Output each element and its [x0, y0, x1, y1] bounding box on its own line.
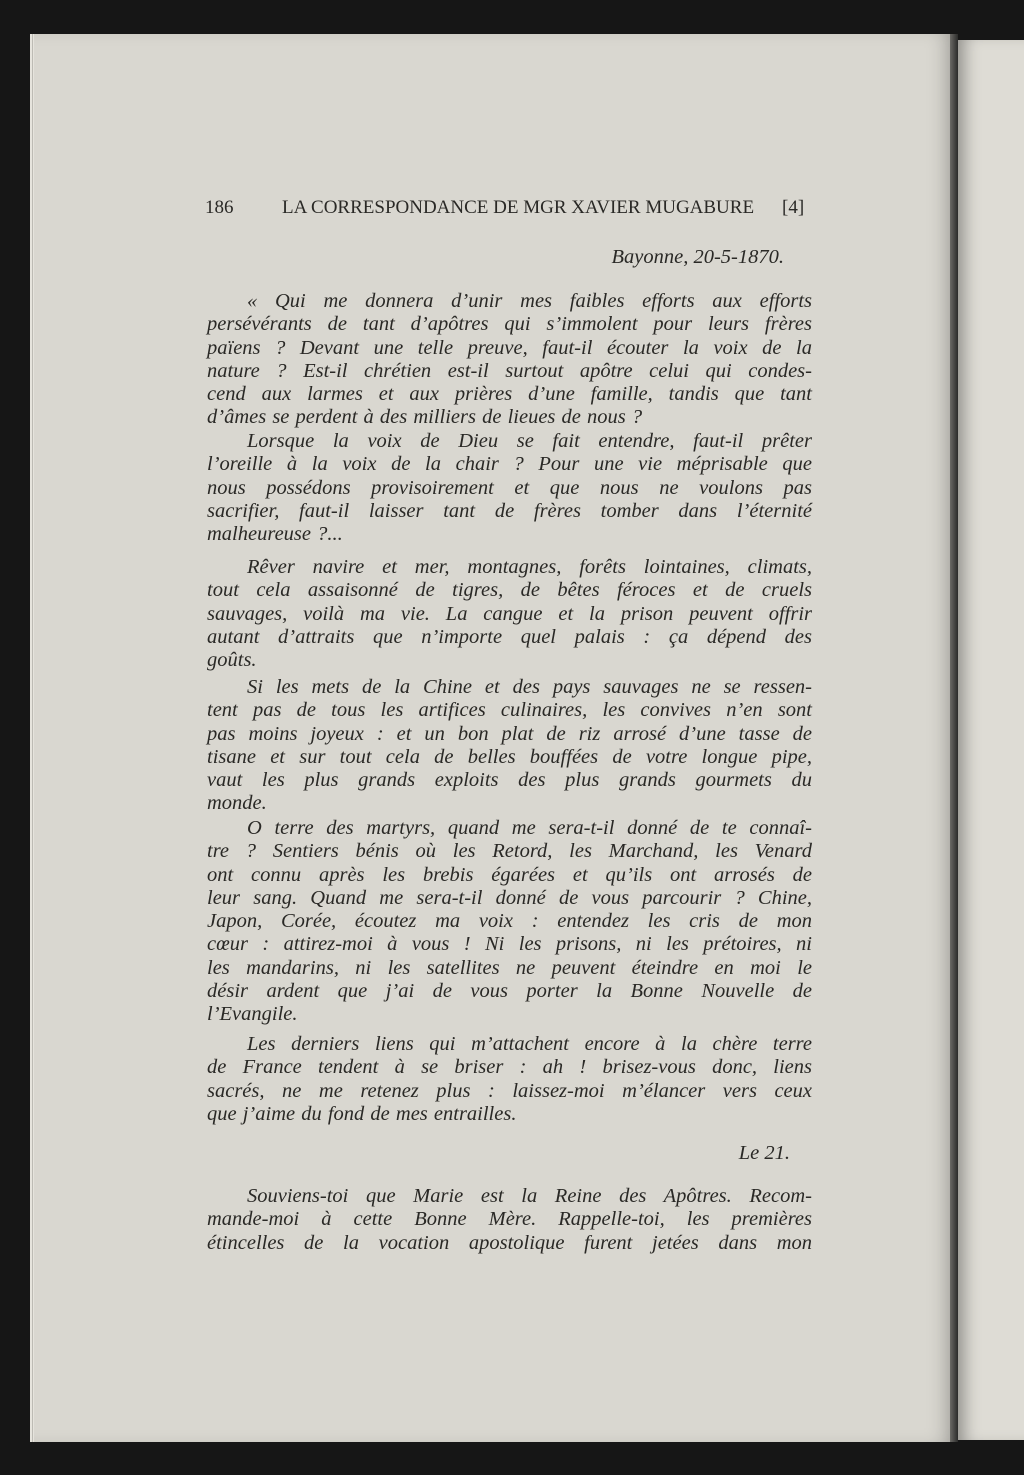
running-title: LA CORRESPONDANCE DE MGR XAVIER MUGABURE	[282, 197, 755, 218]
text-line: pas moins joyeux : et un bon plat de riz arrosé d’une tasse de	[207, 722, 812, 745]
book-gutter	[950, 34, 958, 1442]
text-line: que j’aime du fond de mes entrailles.	[207, 1102, 517, 1125]
text-line: de France tendent à se briser : ah ! brisez-vous donc, liens	[207, 1056, 812, 1079]
text-line: mande-moi à cette Bonne Mère. Rappelle-toi, les premières	[207, 1208, 812, 1231]
text-line: Souviens-toi que Marie est la Reine des Apôtres. Recom-	[247, 1185, 812, 1207]
text-line: sauvages, voilà ma vie. La cangue et la prison peuvent offrir	[207, 602, 812, 625]
text-line: O terre des martyrs, quand me sera-t-il donné de te connaî-	[247, 817, 812, 839]
text-line: « Qui me donnera d’unir mes faibles efforts aux efforts	[247, 290, 812, 312]
text-line: Rêver navire et mer, montagnes, forêts lointaines, climats,	[247, 556, 812, 578]
text-line: l’Evangile.	[207, 1003, 298, 1025]
text-line: d’âmes se perdent à des milliers de lieues de nous ?	[207, 406, 643, 429]
text-line: persévérants de tant d’apôtres qui s’immolent pour leurs frères	[207, 313, 812, 336]
text-line: tre ? Sentiers bénis où les Retord, les Marchand, les Venard	[207, 840, 812, 863]
text-line: monde.	[207, 792, 267, 815]
text-line: désir ardent que j’ai de vous porter la Bonne Nouvelle de	[207, 979, 812, 1002]
text-line: leur sang. Quand me sera-t-il donné de vous parcourir ? Chine,	[207, 886, 812, 909]
text-line: tisane et sur tout cela de belles bouffées de votre longue pipe,	[207, 745, 812, 768]
text-line: malheureuse ?...	[207, 523, 343, 545]
text-line: autant d’attraits que n’importe quel palais : ça dépend des	[207, 625, 812, 648]
text-line: étincelles de la vocation apostolique furent jetées dans mon	[207, 1231, 812, 1254]
section-number: [4]	[782, 197, 805, 218]
text-line: sacrifier, faut-il laisser tant de frères tomber dans l’éternité	[207, 499, 812, 522]
text-line: Si les mets de la Chine et des pays sauvages ne se ressen-	[247, 676, 812, 698]
dateline: Bayonne, 20-5-1870.	[611, 246, 784, 268]
text-line: païens ? Devant une telle preuve, faut-il écouter la voix de la	[207, 336, 812, 359]
text-line: l’oreille à la voix de la chair ? Pour une vie méprisable que	[207, 453, 812, 476]
page-number: 186	[205, 197, 234, 218]
text-line: sacrés, ne me retenez plus : laissez-moi m’élancer vers ceux	[207, 1079, 812, 1102]
text-line: Lorsque la voix de Dieu se fait entendre, faut-il prêter	[247, 430, 812, 452]
text-line: Japon, Corée, écoutez ma voix : entendez les cris de mon	[207, 910, 812, 932]
second-dateline: Le 21.	[738, 1142, 790, 1164]
text-line: Les derniers liens qui m’attachent encore à la chère terre	[247, 1033, 812, 1055]
text-line: goûts.	[207, 649, 257, 671]
text-line: cend aux larmes et aux prières d’une famille, tandis que tant	[207, 383, 812, 405]
text-line: nature ? Est-il chrétien est-il surtout apôtre celui qui condes-	[207, 359, 812, 382]
text-line: tent pas de tous les artifices culinaires, les convives n’en sont	[207, 699, 812, 722]
text-line: nous possédons provisoirement et que nous ne voulons pas	[207, 476, 812, 499]
text-line: les mandarins, ni les satellites ne peuvent éteindre en moi le	[207, 956, 812, 979]
text-line: tout cela assaisonné de tigres, de bêtes féroces et de cruels	[207, 579, 812, 602]
text-line: vaut les plus grands exploits des plus grands gourmets du	[207, 769, 812, 791]
text-line: cœur : attirez-moi à vous ! Ni les prisons, ni les prétoires, ni	[207, 933, 812, 956]
text-line: ont connu après les brebis égarées et qu’ils ont arrosés de	[207, 863, 812, 886]
facing-page	[958, 40, 1024, 1440]
